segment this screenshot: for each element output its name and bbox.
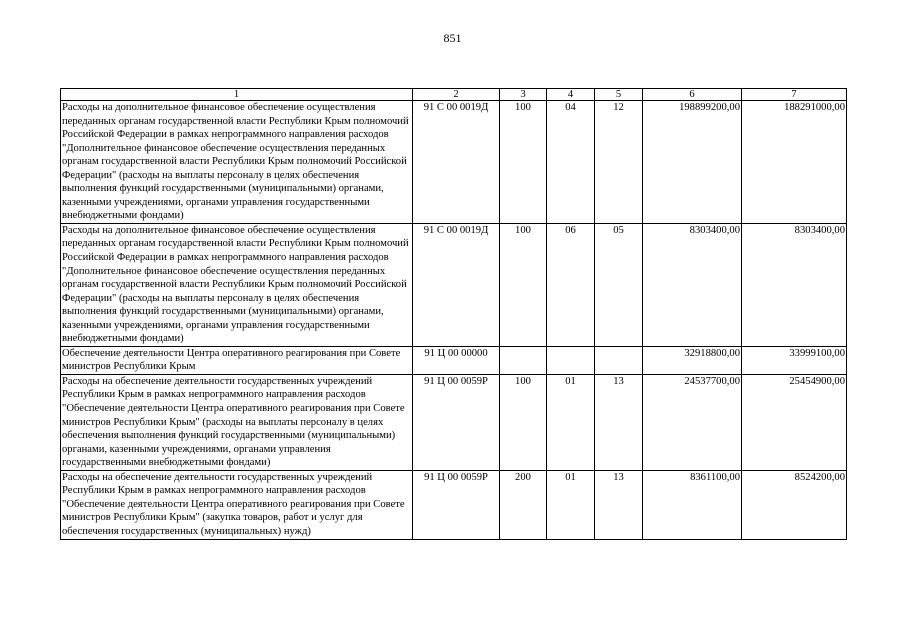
- expense-type-cell: 100: [500, 374, 547, 470]
- target-code-cell: 91 Ц 00 00000: [413, 346, 500, 374]
- header-row: [61, 89, 847, 101]
- page-number: 851: [443, 31, 462, 45]
- subsection-cell: 05: [595, 223, 643, 346]
- subsection-cell: [595, 346, 643, 374]
- amount-cell-year1: 8303400,00: [643, 223, 742, 346]
- amount-cell-year2: 33999100,00: [742, 346, 847, 374]
- table-row: [61, 470, 847, 539]
- section-cell: 04: [547, 101, 595, 224]
- header-cell: 6: [643, 89, 742, 101]
- amount-cell-year1: 8361100,00: [643, 470, 742, 539]
- subsection-cell: 13: [595, 374, 643, 470]
- table-row: [61, 101, 847, 224]
- description-cell: Расходы на обеспечение деятельности государственных учреждений Республики Крым в рамках непрограммного направления расходов "Обеспечение деятельности Центра оперативного реагирования при Совете министров Республики Крым" (закупка товаров, работ и услуг для обеспечения государственных (муниципальных) нужд): [61, 470, 413, 539]
- table-row: [61, 374, 847, 470]
- target-code-cell: 91 Ц 00 0059Р: [413, 470, 500, 539]
- amount-cell-year2: 8303400,00: [742, 223, 847, 346]
- target-code-cell: 91 Ц 00 0059Р: [413, 374, 500, 470]
- section-cell: 06: [547, 223, 595, 346]
- header-cell: 1: [61, 89, 413, 101]
- amount-cell-year2: 25454900,00: [742, 374, 847, 470]
- header-cell: 4: [547, 89, 595, 101]
- description-cell: Расходы на обеспечение деятельности государственных учреждений Республики Крым в рамках непрограммного направления расходов "Обеспечение деятельности Центра оперативного реагирования при Совете министров Республики Крым" (расходы на выплаты персоналу в целях обеспечения выполнения функций государственными (муниципальными) органами, казенными учреждениями, органами управления государственными внебюджетными фондами): [61, 374, 413, 470]
- budget-table: [60, 88, 847, 540]
- subsection-cell: 12: [595, 101, 643, 224]
- header-cell: 5: [595, 89, 643, 101]
- expense-type-cell: 200: [500, 470, 547, 539]
- section-cell: 01: [547, 470, 595, 539]
- section-cell: 01: [547, 374, 595, 470]
- expense-type-cell: 100: [500, 101, 547, 224]
- header-cell: 3: [500, 89, 547, 101]
- description-cell: Обеспечение деятельности Центра оперативного реагирования при Совете министров Республики Крым: [61, 346, 413, 374]
- target-code-cell: 91 С 00 0019Д: [413, 101, 500, 224]
- table-row: [61, 223, 847, 346]
- amount-cell-year1: 24537700,00: [643, 374, 742, 470]
- target-code-cell: 91 С 00 0019Д: [413, 223, 500, 346]
- expense-type-cell: [500, 346, 547, 374]
- header-cell: 2: [413, 89, 500, 101]
- description-cell: Расходы на дополнительное финансовое обеспечение осуществления переданных органам государственной власти Республики Крым полномочий Российской Федерации в рамках непрограммного направления расходов "Дополнительное финансовое обеспечение осуществления переданных органам государственной власти Республики Крым полномочий Российской Федерации" (расходы на выплаты персоналу в целях обеспечения выполнения функций государственными (муниципальными) органами, казенными учреждениями, органами управления государственными внебюджетными фондами): [61, 223, 413, 346]
- amount-cell-year2: 188291000,00: [742, 101, 847, 224]
- expense-type-cell: 100: [500, 223, 547, 346]
- amount-cell-year2: 8524200,00: [742, 470, 847, 539]
- subsection-cell: 13: [595, 470, 643, 539]
- section-cell: [547, 346, 595, 374]
- table-row: [61, 346, 847, 374]
- amount-cell-year1: 32918800,00: [643, 346, 742, 374]
- description-cell: Расходы на дополнительное финансовое обеспечение осуществления переданных органам государственной власти Республики Крым полномочий Российской Федерации в рамках непрограммного направления расходов "Дополнительное финансовое обеспечение осуществления переданных органам государственной власти Республики Крым полномочий Российской Федерации" (расходы на выплаты персоналу в целях обеспечения выполнения функций государственными (муниципальными) органами, казенными учреждениями, органами управления государственными внебюджетными фондами): [61, 101, 413, 224]
- header-cell: 7: [742, 89, 847, 101]
- amount-cell-year1: 198899200,00: [643, 101, 742, 224]
